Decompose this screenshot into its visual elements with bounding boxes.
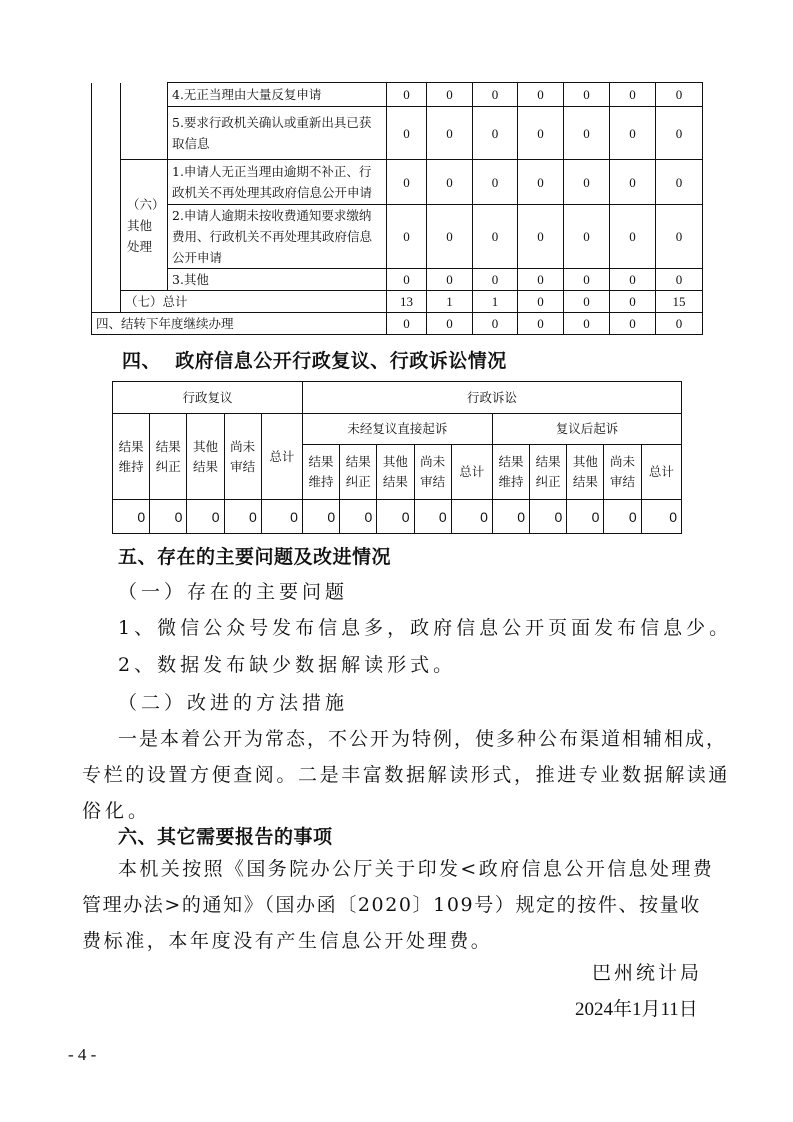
cell-value: 0 <box>224 500 261 534</box>
cell-value: 13 <box>387 291 427 313</box>
column-header: 结果维持 <box>113 414 150 500</box>
row-label: 5.要求行政机关确认或重新出具已获取信息 <box>168 107 387 160</box>
cell-value: 0 <box>451 500 492 534</box>
column-header: 总计 <box>451 445 492 500</box>
cell-value: 0 <box>610 107 656 160</box>
row-label: 2.申请人逾期未按收费通知要求缴纳费用、行政机关不再处理其政府信息公开申请 <box>168 205 387 269</box>
column-header: 尚未审结 <box>604 445 641 500</box>
cell-value: 0 <box>427 313 473 335</box>
column-header: 尚未审结 <box>224 414 261 500</box>
cell-value: 15 <box>656 291 703 313</box>
column-header: 结果维持 <box>492 445 529 500</box>
cell-value: 0 <box>656 107 703 160</box>
cell-value: 0 <box>656 313 703 335</box>
cell-value: 0 <box>492 500 529 534</box>
cell-value: 0 <box>656 269 703 291</box>
measures-text-line-2: 专栏的设置方便查阅。二是丰富数据解读形式，推进专业数据解读通 <box>82 764 731 786</box>
section5-heading: 五、存在的主要问题及改进情况 <box>118 546 392 568</box>
row-label: 4.无正当理由大量反复申请 <box>168 83 387 107</box>
cell-value: 0 <box>387 160 427 205</box>
cell-value: 0 <box>656 205 703 269</box>
cell-value: 0 <box>387 313 427 335</box>
table-row <box>92 107 703 160</box>
cell-value: 0 <box>604 500 641 534</box>
cell-value: 0 <box>427 269 473 291</box>
cell-value: 0 <box>113 500 150 534</box>
column-header: 其他结果 <box>377 445 414 500</box>
cell-value: 0 <box>473 160 518 205</box>
cell-value: 0 <box>610 291 656 313</box>
outer-category-cell <box>92 83 121 313</box>
cell-value: 0 <box>387 107 427 160</box>
cell-value: 0 <box>656 83 703 107</box>
cell-value: 0 <box>302 500 339 534</box>
cell-value: 0 <box>518 269 564 291</box>
disclosure-stats-table-continued <box>91 82 703 335</box>
header-row <box>113 414 682 445</box>
cell-value: 0 <box>518 107 564 160</box>
review-litigation-table <box>112 381 682 534</box>
cell-value: 0 <box>427 205 473 269</box>
row-label: 1.申请人无正当理由逾期不补正、行政机关不再处理其政府信息公开申请 <box>168 160 387 205</box>
cell-value: 0 <box>564 269 610 291</box>
cell-value: 0 <box>610 313 656 335</box>
column-header: 总计 <box>261 414 302 500</box>
header-admin-review: 行政复议 <box>113 382 303 414</box>
cell-value: 0 <box>427 160 473 205</box>
section6-text-line-1: 本机关按照《国务院办公厅关于印发<政府信息公开信息处理费 <box>118 858 715 880</box>
cell-value: 0 <box>530 500 567 534</box>
cell-value: 0 <box>518 313 564 335</box>
column-header: 总计 <box>641 445 681 500</box>
table-row-carryover <box>92 313 703 335</box>
cell-value: 0 <box>564 205 610 269</box>
subsection-existing-problems: （一）存在的主要问题 <box>118 581 349 603</box>
cell-value: 0 <box>387 205 427 269</box>
section4-heading: 四、 政府信息公开行政复议、行政诉讼情况 <box>122 350 507 372</box>
cell-value: 0 <box>387 83 427 107</box>
cell-value: 0 <box>610 160 656 205</box>
cell-value: 0 <box>656 160 703 205</box>
cell-value: 0 <box>187 500 224 534</box>
table-row <box>92 160 703 205</box>
column-header: 结果维持 <box>302 445 339 500</box>
cell-value: 0 <box>377 500 414 534</box>
cell-value: 0 <box>414 500 451 534</box>
signature-date: 2024年1月11日 <box>575 999 698 1020</box>
cell-value: 0 <box>518 205 564 269</box>
category-other-processing: （六）其他处理 <box>121 160 168 291</box>
column-header: 结果纠正 <box>150 414 187 500</box>
header-admin-litigation: 行政诉讼 <box>302 382 681 414</box>
cell-value: 0 <box>518 160 564 205</box>
section6-text-line-2: 管理办法>的通知》（国办函〔2020〕109号）规定的按件、按量收 <box>82 894 701 916</box>
cell-value: 0 <box>610 83 656 107</box>
row-label: 四、结转下年度继续办理 <box>92 313 387 335</box>
cell-value: 0 <box>518 291 564 313</box>
cell-value: 0 <box>564 83 610 107</box>
cell-value: 0 <box>567 500 604 534</box>
cell-value: 0 <box>518 83 564 107</box>
column-header: 其他结果 <box>567 445 604 500</box>
header-direct-suit: 未经复议直接起诉 <box>302 414 492 445</box>
table-row <box>92 205 703 269</box>
cell-value: 1 <box>473 291 518 313</box>
cell-value: 0 <box>473 205 518 269</box>
cell-value: 0 <box>473 83 518 107</box>
cell-value: 0 <box>473 107 518 160</box>
table-row <box>92 269 703 291</box>
cell-value: 0 <box>610 269 656 291</box>
cell-value: 0 <box>610 205 656 269</box>
header-row <box>113 382 682 414</box>
column-header: 结果纠正 <box>530 445 567 500</box>
cell-value: 0 <box>473 269 518 291</box>
cell-value: 0 <box>340 500 377 534</box>
cell-value: 0 <box>564 313 610 335</box>
header-after-review-suit: 复议后起诉 <box>492 414 681 445</box>
cell-value: 0 <box>150 500 187 534</box>
problem-item-2: 2、数据发布缺少数据解读形式。 <box>118 654 457 676</box>
cell-value: 0 <box>387 269 427 291</box>
section6-heading: 六、其它需要报告的事项 <box>118 826 333 848</box>
cell-value: 0 <box>261 500 302 534</box>
table-row-total <box>92 291 703 313</box>
problem-item-1: 1、微信公众号发布信息多，政府信息公开页面发布信息少。 <box>118 617 733 639</box>
column-header: 其他结果 <box>187 414 224 500</box>
cell-value: 0 <box>564 160 610 205</box>
column-header: 尚未审结 <box>414 445 451 500</box>
section6-text-line-3: 费标准，本年度没有产生信息公开处理费。 <box>82 930 493 952</box>
cell-value: 0 <box>427 107 473 160</box>
signature-organization: 巴州统计局 <box>592 962 703 984</box>
cell-value: 0 <box>427 83 473 107</box>
cell-value: 0 <box>473 313 518 335</box>
subsection-improvement-measures: （二）改进的方法措施 <box>118 692 349 714</box>
page-number: - 4 - <box>68 1045 97 1064</box>
category-cell <box>121 83 168 160</box>
table-row <box>92 83 703 107</box>
cell-value: 0 <box>564 107 610 160</box>
row-label: 3.其他 <box>168 269 387 291</box>
cell-value: 1 <box>427 291 473 313</box>
table-row <box>113 500 682 534</box>
cell-value: 0 <box>641 500 681 534</box>
cell-value: 0 <box>564 291 610 313</box>
row-label: （七）总计 <box>121 291 387 313</box>
measures-text-line-1: 一是本着公开为常态，不公开为特例，使多种公布渠道相辅相成， <box>118 728 728 750</box>
column-header: 结果纠正 <box>340 445 377 500</box>
measures-text-line-3: 俗化。 <box>82 800 152 822</box>
